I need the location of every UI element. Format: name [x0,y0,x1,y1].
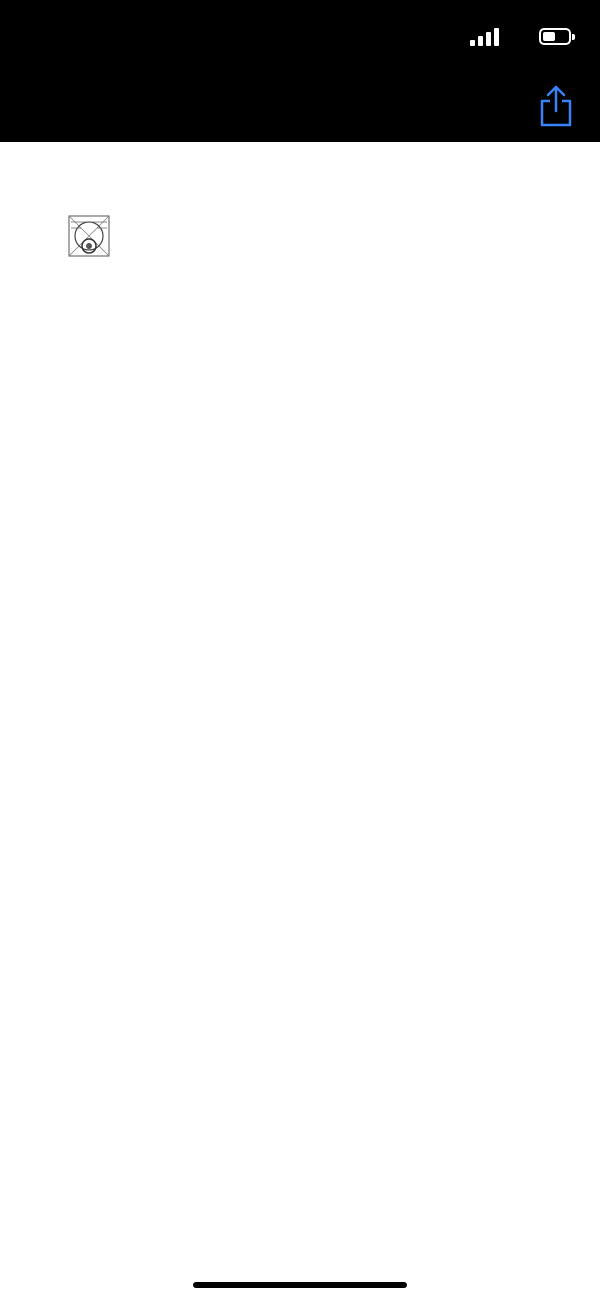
emblem-icon [65,214,113,262]
section-heading-2 [118,1128,122,1148]
battery-icon [539,28,571,45]
toc-item[interactable] [99,365,103,385]
share-icon[interactable] [537,84,575,128]
document-page[interactable] [0,142,600,1298]
signal-icon [470,28,500,46]
toc-item[interactable] [99,302,103,322]
navigation-bar [0,72,600,142]
status-bar [0,0,600,72]
toc-item[interactable] [99,323,103,343]
toc-item[interactable] [99,344,103,364]
section-heading-1 [118,471,122,491]
home-indicator [193,1282,407,1288]
